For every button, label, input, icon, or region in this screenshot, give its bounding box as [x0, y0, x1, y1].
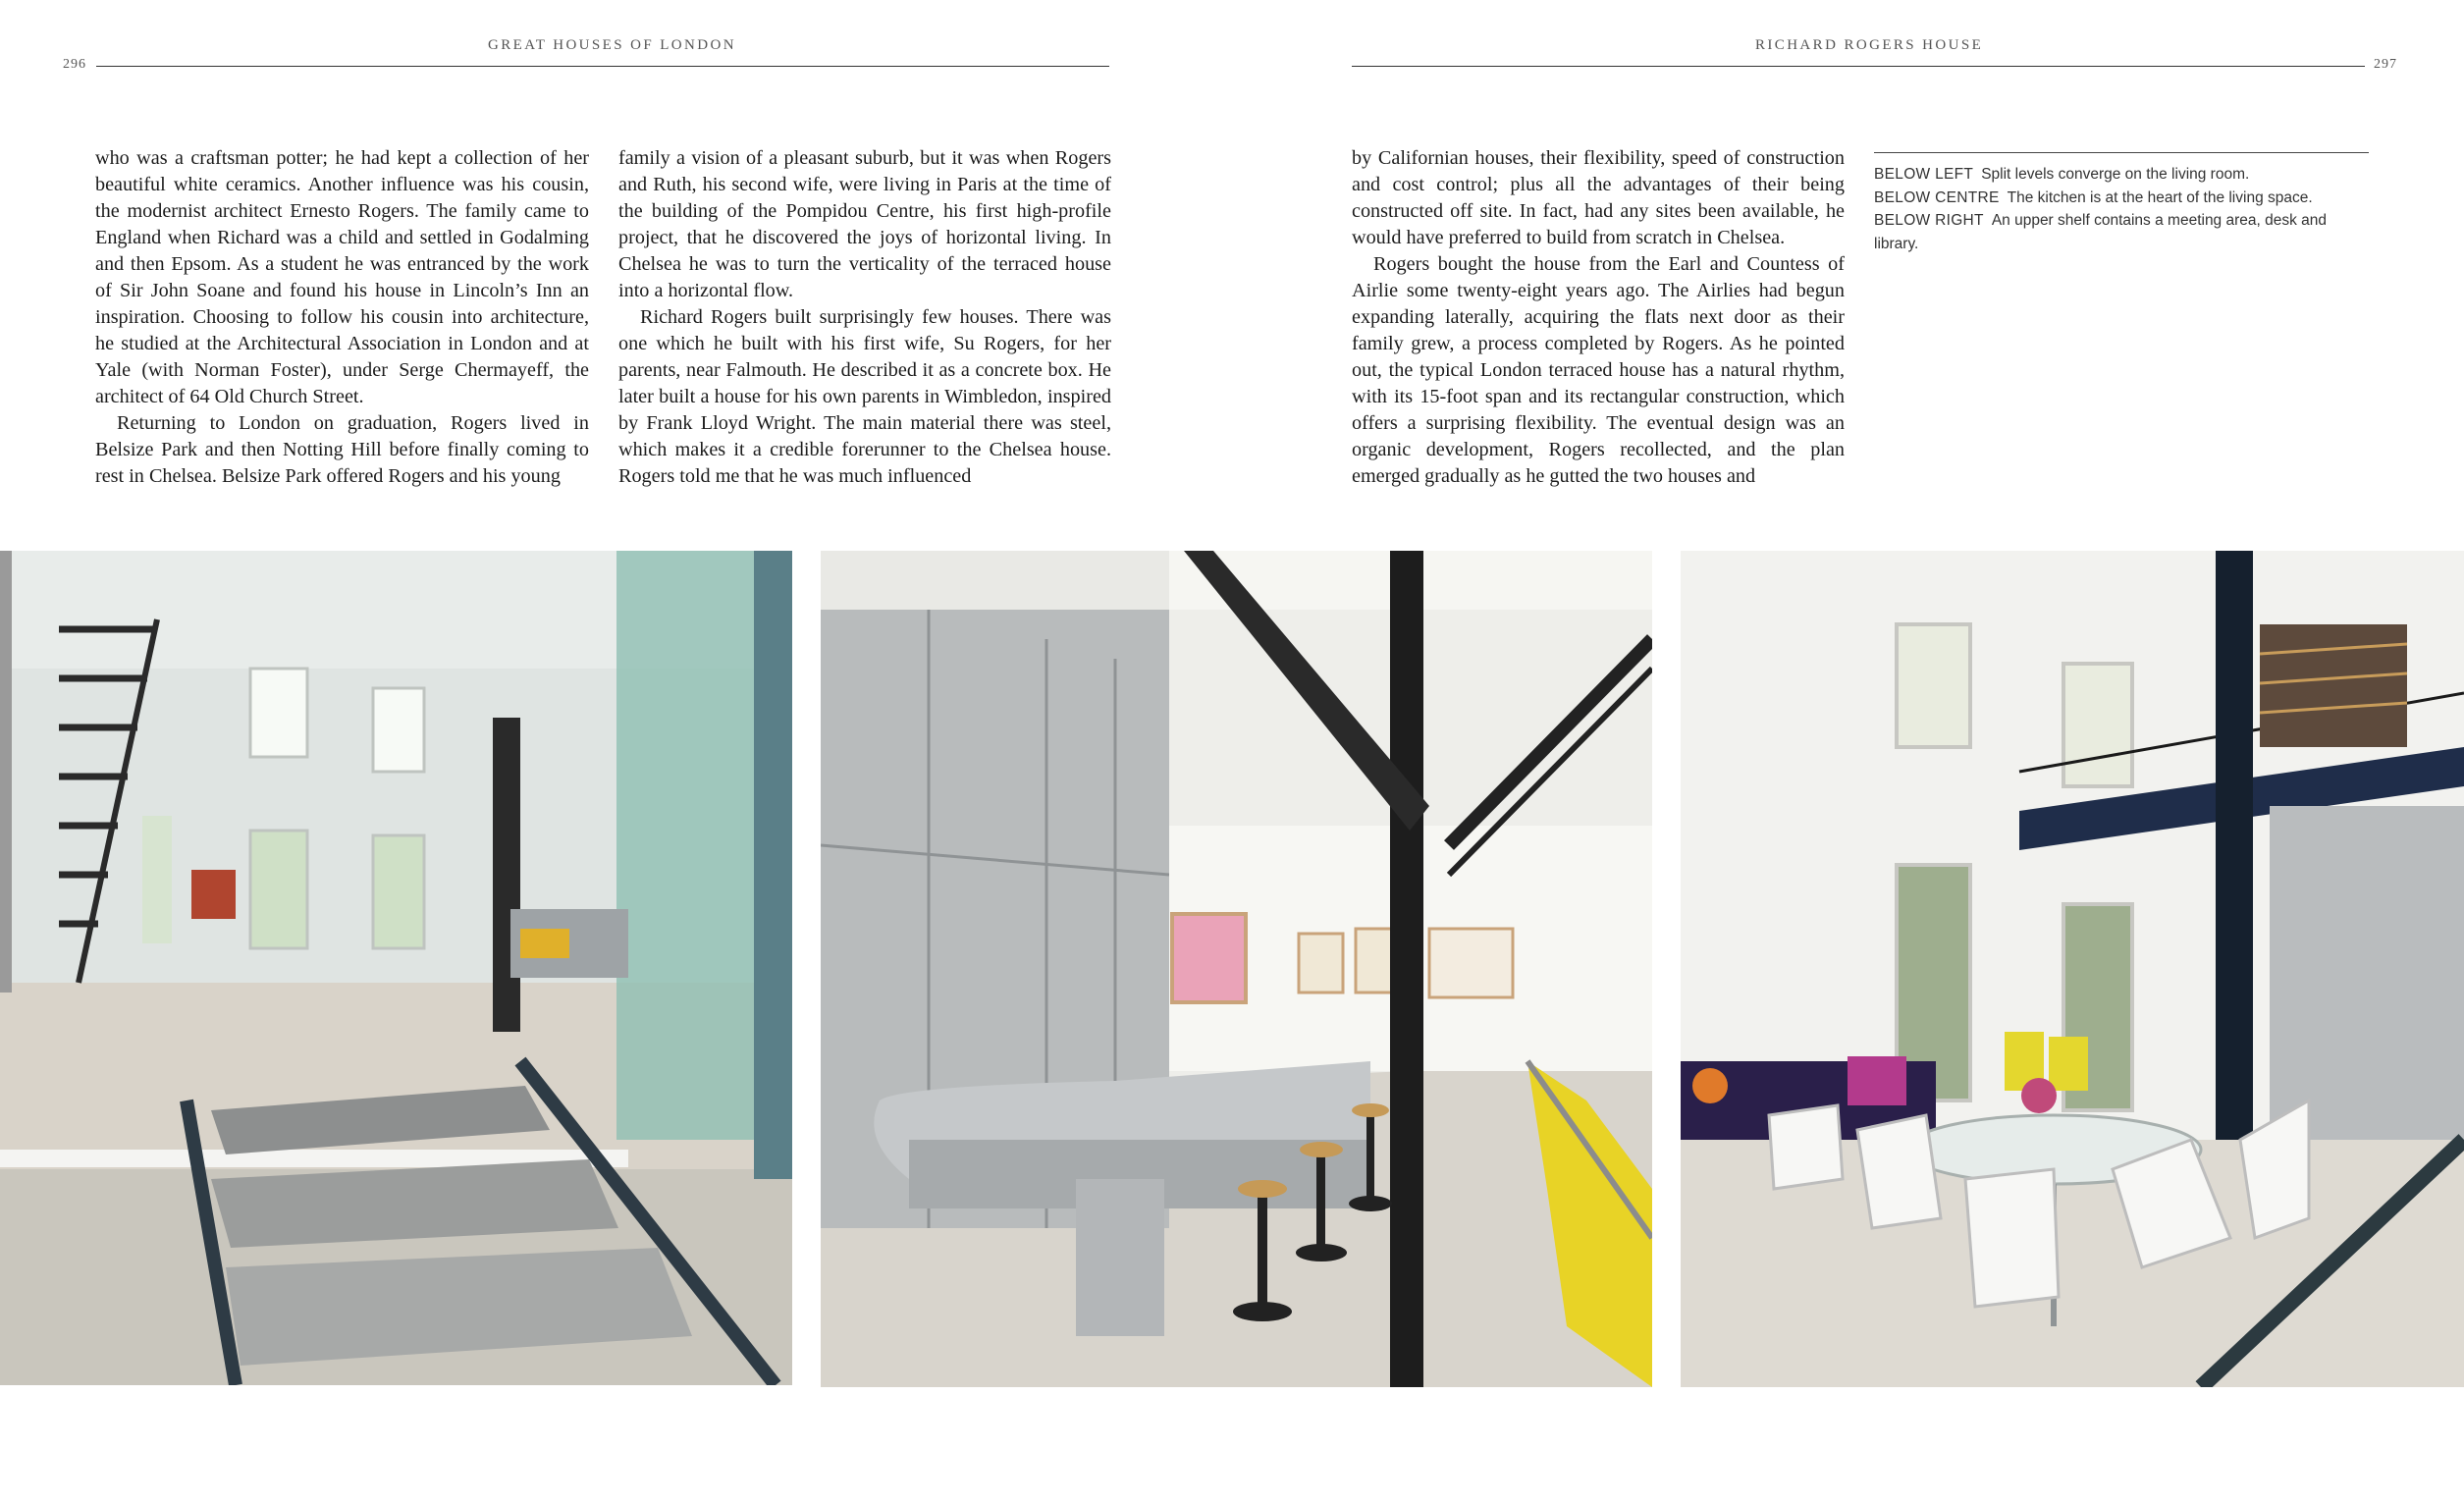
paragraph: Richard Rogers built surprisingly few houses. There was one which he built with his first wife, Su Rogers, for her parents, near Falmouth. He described it as a concrete box. He later built a house for his own parents in Wimbledon, inspired by Frank Lloyd Wright. The main material there was steel, which makes it a credible forerunner to the Chelsea house. Rogers told me that he was much influenced — [618, 306, 1111, 487]
photo-split-levels — [0, 551, 792, 1385]
left-column-2 — [618, 145, 1111, 490]
photo-kitchen — [821, 551, 1652, 1387]
photo-living-library — [1681, 551, 2464, 1387]
caption-below-right: BELOW RIGHT An upper shelf contains a meeting area, desk and library. — [1874, 212, 2328, 252]
paragraph: Rogers bought the house from the Earl and Countess of Airlie some twenty-eight years ago. The Airlies had begun expanding laterally, acquiring the flats next door as their family grew, a process completed by Rogers. As he pointed out, the typical London terraced house has a natural rhythm, with its 15-foot span and its rectangular construction, which offers a surprising flexibility. The eventual design was an organic development, Rogers recollected, and the plan emerged gradually as he gutted the two houses and — [1352, 253, 1845, 487]
right-header-rule — [1352, 66, 2365, 67]
photo-captions — [1874, 152, 2369, 255]
paragraph: by Californian houses, their flexibility, speed of construction and cost control; plus all the advantages of their being constructed off site. In fact, had any sites been available, he would have preferred to build from scratch in Chelsea. — [1352, 147, 1845, 248]
left-page-number: 296 — [63, 57, 86, 72]
caption-below-left: BELOW LEFT Split levels converge on the living room. — [1874, 166, 2250, 183]
photo-kitchen-illustration — [821, 551, 1652, 1387]
caption-below-centre: BELOW CENTRE The kitchen is at the heart of the living space. — [1874, 188, 2313, 206]
photo-split-levels-illustration — [0, 551, 792, 1385]
paragraph: Returning to London on graduation, Rogers lived in Belsize Park and then Notting Hill before finally coming to rest in Chelsea. Belsize Park offered Rogers and his young — [95, 412, 589, 487]
right-running-head: RICHARD ROGERS HOUSE — [1755, 37, 1984, 53]
paragraph: who was a craftsman potter; he had kept a collection of her beautiful white ceramics. Another influence was his cousin, the modernist architect Ernesto Rogers. The family came to England when Richard was a child and settled in Godalming and then Epsom. As a student he was entranced by the work of Sir John Soane and found his house in Lincoln’s Inn an inspiration. Choosing to follow his cousin into architecture, he studied at the Architectural Association in London and at Yale (with Norman Foster), under Serge Chermayeff, the architect of 64 Old Church Street. — [95, 147, 589, 407]
left-header-rule — [96, 66, 1109, 67]
right-page-number: 297 — [2374, 57, 2397, 72]
left-running-head: GREAT HOUSES OF LONDON — [488, 37, 736, 53]
paragraph: family a vision of a pleasant suburb, but it was when Rogers and Ruth, his second wife, were living in Paris at the time of the building of the Pompidou Centre, his first high-profile project, that he discovered the joys of horizontal living. In Chelsea he was to turn the verticality of the terraced house into a horizontal flow. — [618, 147, 1111, 301]
right-column-1 — [1352, 145, 1845, 490]
left-column-1 — [95, 145, 589, 490]
photo-living-library-illustration — [1681, 551, 2464, 1387]
